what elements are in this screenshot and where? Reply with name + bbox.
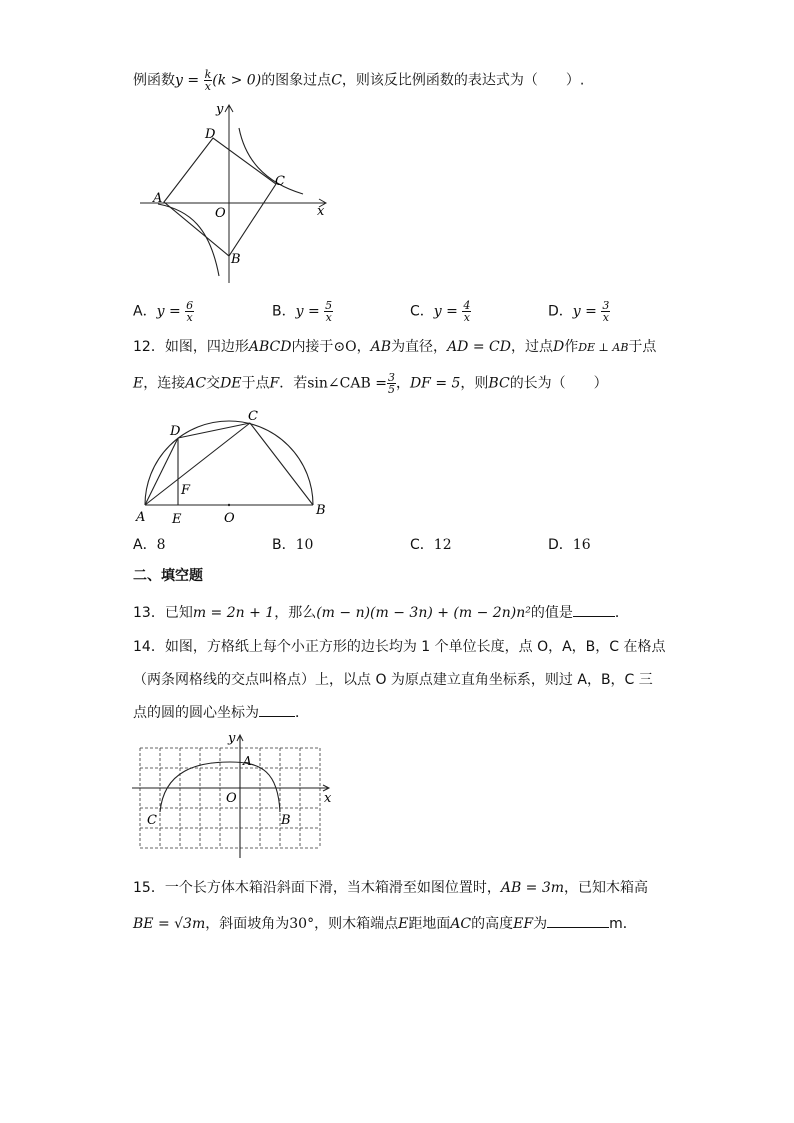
q14-label-x: x <box>324 791 332 806</box>
q14-line2: （两条网格线的交点叫格点）上，以点 O 为原点建立直角坐标系，则过 A，B，C 三 <box>133 672 653 688</box>
q14-line3: 点的圆的圆心坐标为 ． <box>133 702 309 723</box>
q12-option-c[interactable]: C．12 <box>410 537 452 553</box>
q11-option-d[interactable]: D．y = $\frac{3}{x}$ <box>548 299 610 324</box>
q12-option-a[interactable]: A．8 <box>133 537 166 553</box>
q11-hyperbola-right <box>239 128 303 194</box>
q11-label-y: y <box>216 102 224 117</box>
q14-label-A: A <box>243 754 252 768</box>
q12-label-B: B <box>316 503 326 518</box>
q14-label-B: B <box>281 813 291 828</box>
q12-label-O: O <box>224 511 235 526</box>
q12-ac <box>145 423 250 505</box>
q11-label-B: B <box>231 252 241 267</box>
q14-figure <box>128 730 338 860</box>
q12-label-E: E <box>172 512 182 527</box>
q15-answer-blank[interactable] <box>547 913 609 928</box>
q12-label-A: A <box>136 510 146 525</box>
q11-label-A: A <box>153 191 163 206</box>
q14-line1: 14．如图，方格纸上每个小正方形的边长均为 1 个单位长度，点 O，A，B，C 在格点 <box>133 639 666 655</box>
q12-stem-line2: E，连接AC交DE于点F．若sin∠CAB = $\frac{3}{5}$ ，DF = 5，则BC的长为（ ） <box>133 371 608 396</box>
q11-frac: $\frac{k}{x}$ <box>204 68 212 93</box>
q12-stem-line1: 12．如图，四边形ABCD内接于⊙O，AB为直径，AD = CD，过点D作DE ⊥ AB于点 <box>133 339 657 355</box>
q11-label-C: C <box>275 174 285 189</box>
q11-option-a[interactable]: A．y = $\frac{6}{x}$ <box>133 299 194 324</box>
q14-label-C: C <box>147 813 157 828</box>
q11-option-c[interactable]: C．y = $\frac{4}{x}$ <box>410 299 471 324</box>
q12-label-D: D <box>170 424 181 439</box>
q12-figure <box>130 405 340 530</box>
q11-label-O: O <box>215 206 226 221</box>
q12-label-C: C <box>248 409 258 424</box>
q14-label-O: O <box>226 791 237 806</box>
q15-line1: 15．一个长方体木箱沿斜面下滑，当木箱滑至如图位置时，AB = 3m，已知木箱高 <box>133 880 649 896</box>
q11-option-b[interactable]: B．y = $\frac{5}{x}$ <box>272 299 333 324</box>
q12-option-d[interactable]: D．16 <box>548 537 591 553</box>
q11-label-D: D <box>205 127 216 142</box>
q13-stem: 13．已知m = 2n + 1，那么(m − n)(m − 3n) + (m − 2n)n²的值是 ． <box>133 602 629 623</box>
section-heading: 二、填空题 <box>133 568 203 584</box>
q13-answer-blank[interactable] <box>573 602 615 617</box>
q11-stem: 例函数y = $\frac{k}{x}$ (k > 0)的图象过点C，则该反比例函数的表达式为（ ）. <box>133 68 585 93</box>
q14-label-y: y <box>228 731 236 746</box>
q15-line2: BE = √3m，斜面坡角为30°，则木箱端点E距地面AC的高度EF为 m． <box>133 913 637 934</box>
q12-label-F: F <box>181 483 191 498</box>
q14-answer-blank[interactable] <box>259 702 295 717</box>
q11-label-x: x <box>317 204 325 219</box>
q12-option-b[interactable]: B．10 <box>272 537 314 553</box>
q11-figure <box>135 98 335 288</box>
q11-square <box>164 138 276 256</box>
